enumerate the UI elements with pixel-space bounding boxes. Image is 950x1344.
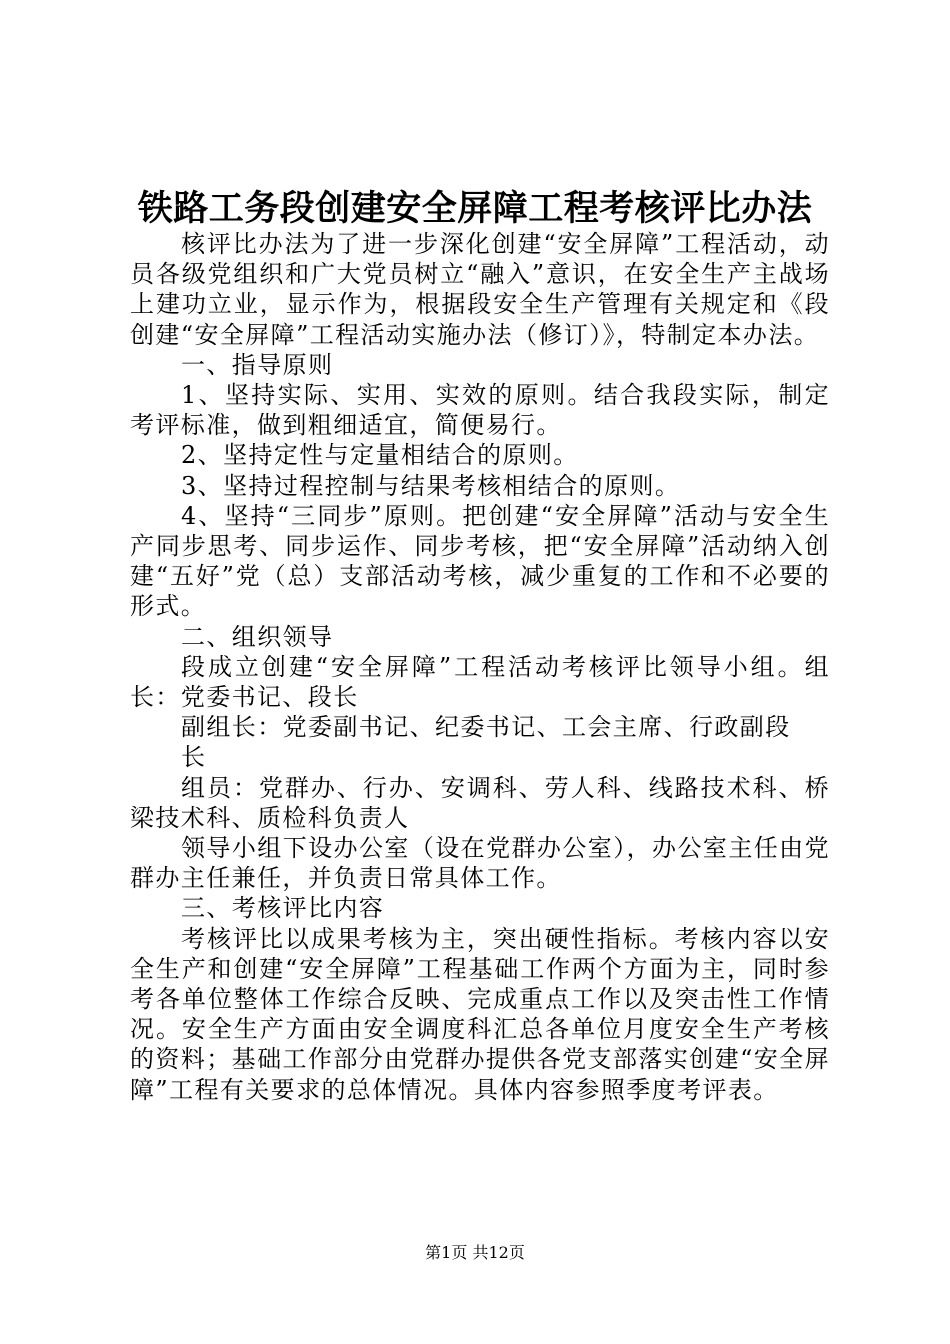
deputy-leaders-paragraph: 副组长：党委副书记、纪委书记、工会主席、行政副段长 [181,713,791,772]
members-paragraph: 组员：党群办、行办、安调科、劳人科、线路技术科、桥梁技术科、质检科负责人 [130,773,830,832]
page-total: 共12页 [472,1243,525,1262]
principle-item-2: 2、坚持定性与定量相结合的原则。 [181,441,579,470]
document-title: 铁路工务段创建安全屏障工程考核评比办法 [137,188,813,229]
principle-item-3: 3、坚持过程控制与结果考核相结合的原则。 [181,471,681,500]
section-heading-organization: 二、组织领导 [181,622,334,651]
intro-paragraph: 核评比办法为了进一步深化创建“安全屏障”工程活动，动员各级党组织和广大党员树立“融入”意识，在安全生产主战场上建功立业，显示作为，根据段安全生产管理有关规定和《段创建“安全屏障”工程活动实施办法（修订）》，特制定本办法。 [130,230,830,349]
content-paragraph: 考核评比以成果考核为主，突出硬性指标。考核内容以安全生产和创建“安全屏障”工程基础工作两个方面为主，同时参考各单位整体工作综合反映、完成重点工作以及突击性工作情况。安全生产方面由安全调度科汇总各单位月度安全生产考核的资料；基础工作部分由党群办提供各党支部落实创建“安全屏障”工程有关要求的总体情况。具体内容参照季度考评表。 [130,924,830,1104]
office-paragraph: 领导小组下设办公室（设在党群办公室），办公室主任由党群办主任兼任，并负责日常具体工作。 [130,834,830,893]
organization-paragraph: 段成立创建“安全屏障”工程活动考核评比领导小组。组长：党委书记、段长 [130,652,830,712]
section-heading-content: 三、考核评比内容 [181,894,385,923]
principle-item-4: 4、坚持“三同步”原则。把创建“安全屏障”活动与安全生产同步思考、同步运作、同步考核，把“安全屏障”活动纳入创建“五好”党（总）支部活动考核，减少重复的工作和不必要的形式。 [130,501,830,621]
section-heading-principles: 一、指导原则 [181,350,334,379]
principle-item-1: 1、坚持实际、实用、实效的原则。结合我段实际，制定考评标准，做到粗细适宜，简便易行。 [130,381,830,440]
document-body [130,229,830,1105]
page-number: 第1页 [425,1243,468,1262]
page-footer [0,1242,950,1264]
